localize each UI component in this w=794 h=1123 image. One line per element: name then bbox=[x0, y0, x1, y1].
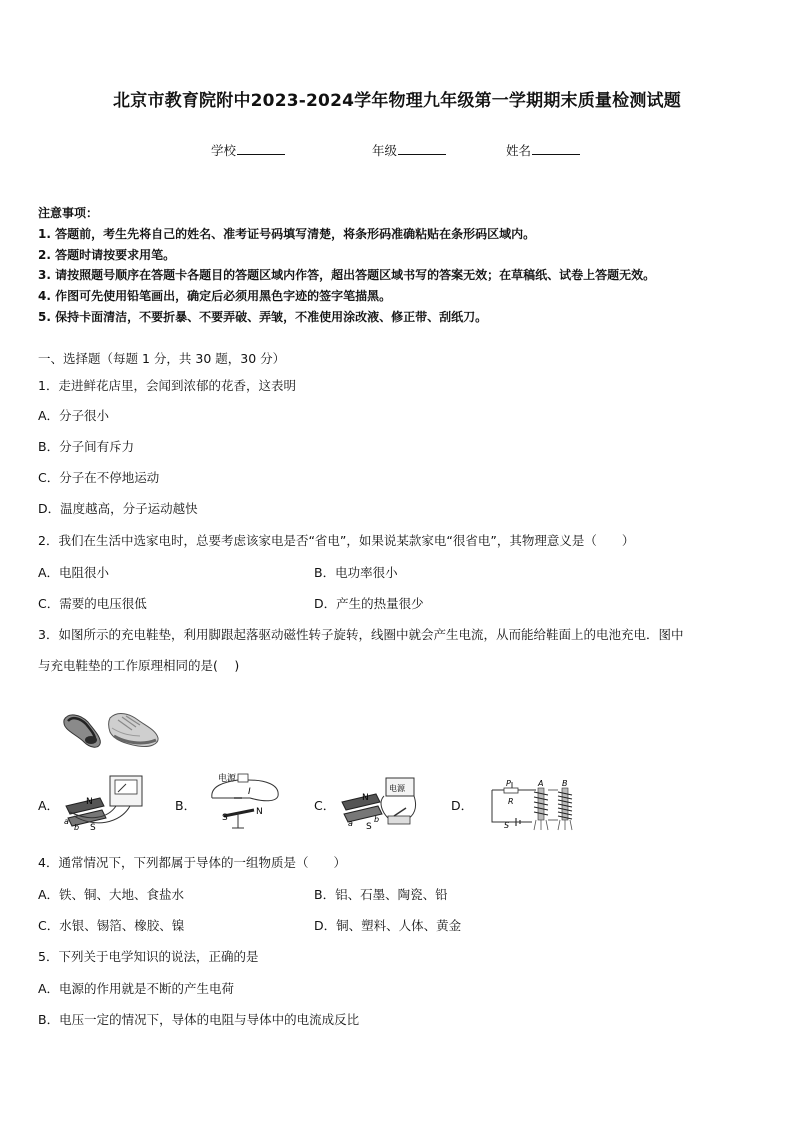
motor-b-label: b bbox=[374, 815, 380, 824]
figure-c-power-label: 电源 bbox=[389, 784, 405, 793]
magnet-n-label: N bbox=[86, 797, 93, 807]
q3-option-d: D． bbox=[451, 798, 474, 813]
notice-heading: 注意事项： bbox=[38, 206, 99, 220]
q1-option-c: C．分子在不停地运动 bbox=[38, 470, 160, 485]
magnet-s-label: S bbox=[90, 823, 96, 832]
exam-title: 北京市教育院附中2023-2024学年物理九年级第一学期期末质量检测试题 bbox=[113, 91, 681, 111]
q3-option-c: C． bbox=[314, 798, 336, 813]
insole-icon bbox=[64, 715, 101, 747]
charging-insole-image bbox=[58, 706, 162, 754]
name-blank bbox=[532, 142, 580, 155]
q3-option-a: A． bbox=[38, 798, 60, 813]
q4-option-d: D．铜、塑料、人体、黄金 bbox=[314, 918, 462, 933]
motor-n-label: N bbox=[362, 793, 369, 803]
motor-a-label: a bbox=[348, 819, 353, 828]
rheostat-r-label: R bbox=[508, 797, 514, 806]
q3-stem-line2: 与充电鞋垫的工作原理相同的是( ) bbox=[38, 658, 240, 673]
name-field bbox=[506, 141, 580, 159]
q5-stem: 5．下列关于电学知识的说法，正确的是 bbox=[38, 949, 259, 964]
q2-option-a: A．电阻很小 bbox=[38, 565, 110, 580]
figure-d-electromagnet bbox=[488, 776, 584, 834]
needle-n-label: N bbox=[256, 807, 263, 817]
notice-item-3: 3. 请按照题号顺序在答题卡各题目的答题区域内作答，超出答题区域书写的答案无效；在草稿纸、试卷上答题无效。 bbox=[38, 268, 656, 282]
battery-icon bbox=[238, 774, 248, 782]
q4-stem: 4．通常情况下，下列都属于导体的一组物质是（ ） bbox=[38, 855, 346, 870]
grade-label: 年级 bbox=[372, 143, 398, 158]
grade-blank bbox=[398, 142, 446, 155]
figure-c-motor bbox=[338, 772, 422, 832]
current-label: I bbox=[248, 787, 251, 797]
notice-item-4: 4. 作图可先使用铅笔画出，确定后必须用黑色字迹的签字笔描黑。 bbox=[38, 289, 392, 303]
q5-option-b: B．电压一定的情况下，导体的电阻与导体中的电流成反比 bbox=[38, 1012, 360, 1027]
notice-item-1: 1. 答题前，考生先将自己的姓名、准考证号码填写清楚，将条形码准确粘贴在条形码区域内。 bbox=[38, 227, 536, 241]
slider-p-label: P bbox=[506, 779, 511, 788]
q1-stem: 1．走进鲜花店里，会闻到浓郁的花香，这表明 bbox=[38, 378, 296, 393]
q4-option-b: B．铝、石墨、陶瓷、铅 bbox=[314, 887, 448, 902]
figure-b-oersted bbox=[204, 770, 288, 832]
school-blank bbox=[237, 142, 285, 155]
figure-a-generator bbox=[60, 772, 156, 832]
q5-option-a: A．电源的作用就是不断的产生电荷 bbox=[38, 981, 235, 996]
q2-stem: 2．我们在生活中选家电时，总要考虑该家电是否“省电”，如果说某款家电“很省电”，其物理意义是（ ） bbox=[38, 533, 635, 548]
q1-option-a: A．分子很小 bbox=[38, 408, 110, 423]
q3-stem-line1: 3．如图所示的充电鞋垫，利用脚跟起落驱动磁性转子旋转，线圈中就会产生电流，从而能给鞋面上的电池充电．图中 bbox=[38, 627, 684, 642]
sneaker-icon bbox=[109, 714, 159, 747]
coil-a-icon bbox=[534, 788, 548, 830]
school-label: 学校 bbox=[211, 143, 237, 158]
wire-b-label: b bbox=[74, 823, 80, 832]
section-heading: 一、选择题（每题 1 分，共 30 题，30 分） bbox=[38, 351, 286, 366]
compass-needle-icon bbox=[224, 810, 254, 816]
coil-b-label: B bbox=[562, 779, 568, 788]
q1-option-d: D．温度越高，分子运动越快 bbox=[38, 501, 198, 516]
switch-icon bbox=[388, 816, 410, 824]
notice-item-2: 2. 答题时请按要求用笔。 bbox=[38, 248, 176, 262]
wire-a-label: a bbox=[64, 817, 69, 826]
figure-b-power-label: 电源 bbox=[218, 774, 237, 784]
q3-option-b: B． bbox=[175, 798, 197, 813]
switch-s-label: S bbox=[504, 821, 510, 830]
q1-option-b: B．分子间有斥力 bbox=[38, 439, 135, 454]
q2-option-b: B．电功率很小 bbox=[314, 565, 398, 580]
q4-option-a: A．铁、铜、大地、食盐水 bbox=[38, 887, 185, 902]
q4-option-c: C．水银、锡箔、橡胶、镍 bbox=[38, 918, 185, 933]
school-field bbox=[211, 141, 285, 159]
coil-a-label: A bbox=[538, 779, 544, 788]
notice-item-5: 5. 保持卡面清洁，不要折暴、不要弄破、弄皱，不准使用涂改液、修正带、刮纸刀。 bbox=[38, 310, 488, 324]
needle-s-label: S bbox=[222, 813, 228, 823]
name-label: 姓名 bbox=[506, 143, 532, 158]
coil-b-icon bbox=[558, 788, 572, 830]
grade-field bbox=[372, 141, 446, 159]
motor-s-label: S bbox=[366, 822, 372, 832]
q2-option-c: C．需要的电压很低 bbox=[38, 596, 147, 611]
rheostat-icon bbox=[504, 788, 518, 793]
q2-option-d: D．产生的热量很少 bbox=[314, 596, 424, 611]
